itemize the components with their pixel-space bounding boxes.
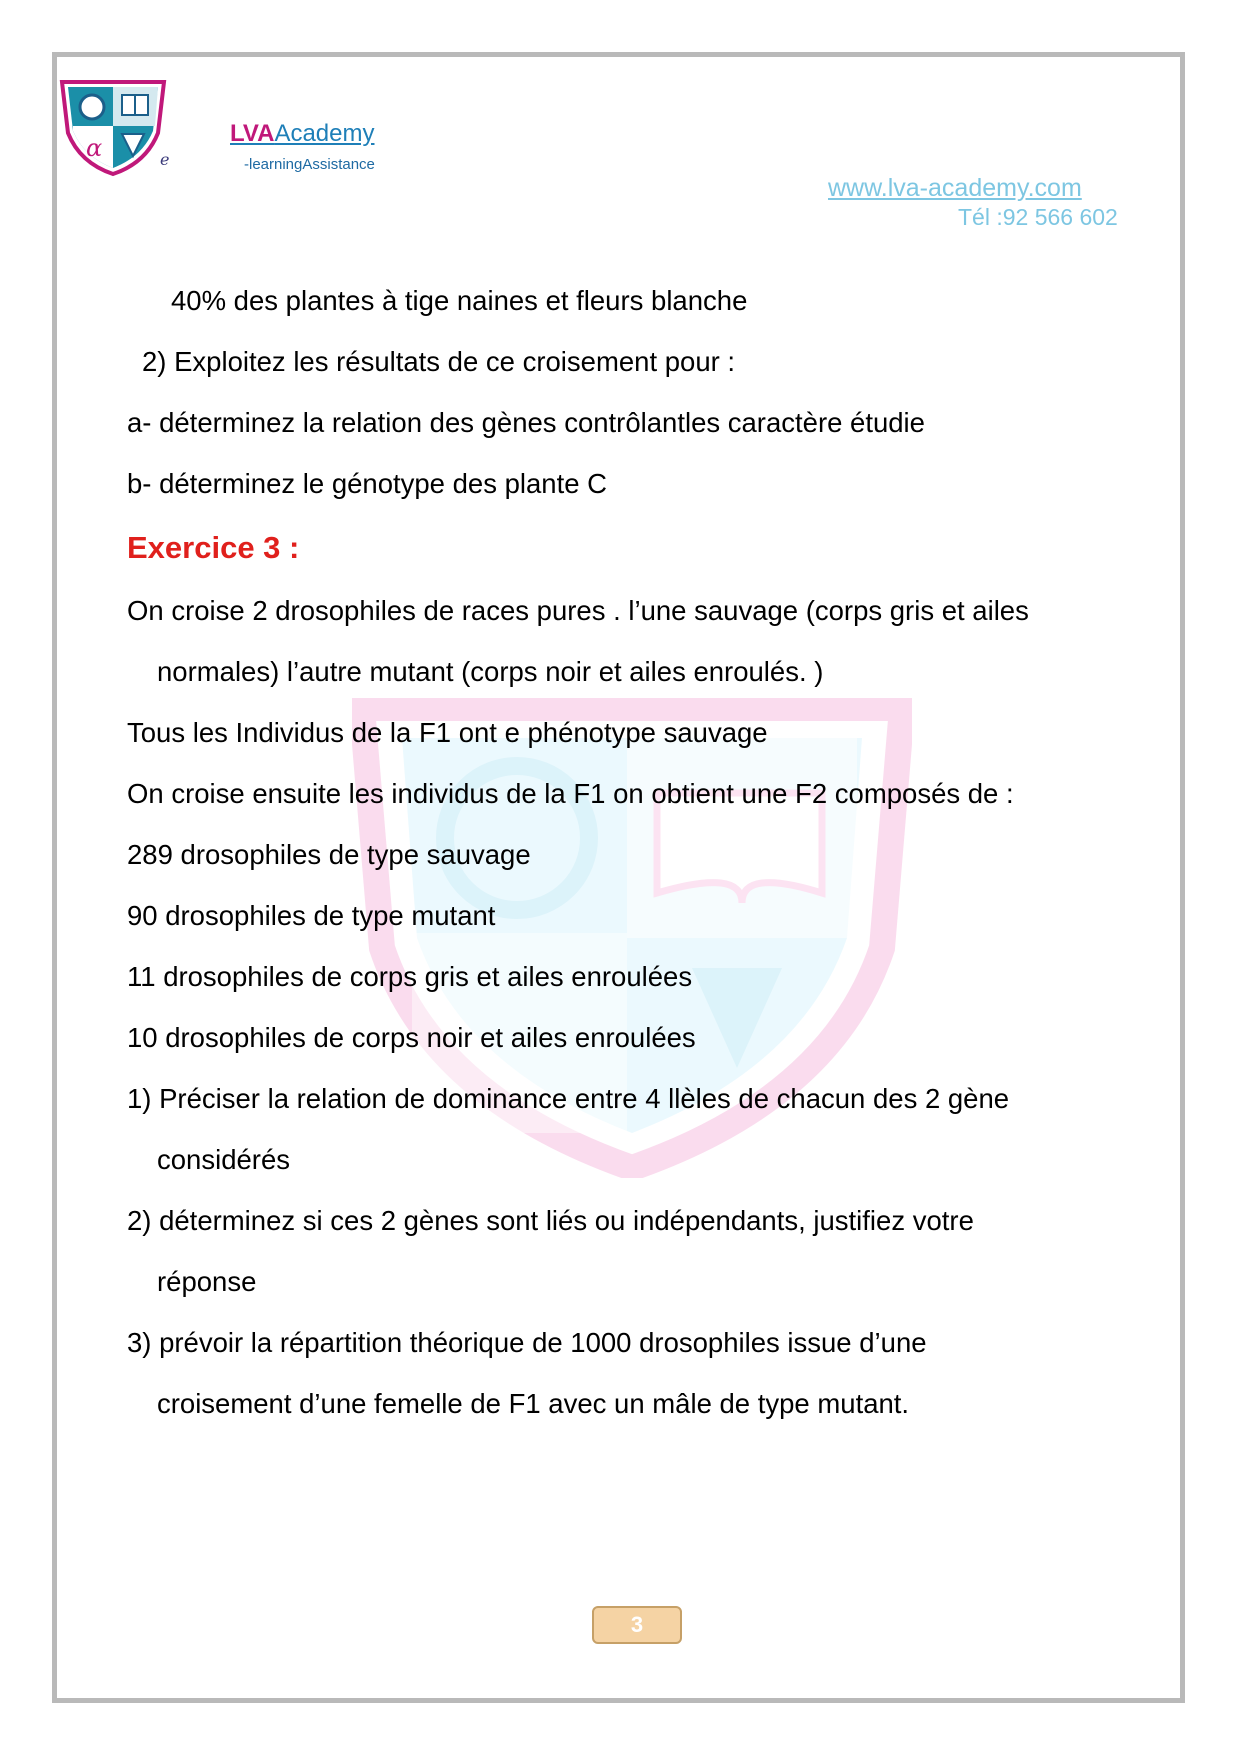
text-line: On croise ensuite les individus de la F1 on obtient une F2 composés de : xyxy=(127,778,1014,809)
website-link[interactable]: www.lva-academy.com xyxy=(828,174,1082,202)
brand-name xyxy=(230,120,374,148)
question-3-cont: croisement d’une femelle de F1 avec un mâle de type mutant. xyxy=(157,1388,910,1419)
question-2a: a- déterminez la relation des gènes contrôlantles caractère étudie xyxy=(127,407,925,438)
brand-subtitle: -learningAssistance xyxy=(244,156,375,173)
text-line: 40% des plantes à tige naines et fleurs blanche xyxy=(171,285,748,316)
text-line: normales) l’autre mutant (corps noir et ailes enroulés. ) xyxy=(157,656,824,687)
result-line: 289 drosophiles de type sauvage xyxy=(127,839,531,870)
result-line: 90 drosophiles de type mutant xyxy=(127,900,496,931)
result-line: 11 drosophiles de corps gris et ailes enroulées xyxy=(127,961,693,992)
telephone: Tél :92 566 602 xyxy=(958,204,1118,230)
question-2: 2) Exploitez les résultats de ce croisement pour : xyxy=(142,346,736,377)
svg-text:α: α xyxy=(86,134,103,162)
brand-lva: LVA xyxy=(230,120,275,147)
result-line: 10 drosophiles de corps noir et ailes enroulées xyxy=(127,1022,696,1053)
question-1: 1) Préciser la relation de dominance entre 4 llèles de chacun des 2 gène xyxy=(127,1083,1010,1114)
text-line: On croise 2 drosophiles de races pures . l’une sauvage (corps gris et ailes xyxy=(127,595,1029,626)
question-2b: b- déterminez le génotype des plante C xyxy=(127,468,608,499)
logo-letter: e xyxy=(160,150,170,169)
question-2-cont: réponse xyxy=(157,1266,257,1297)
brand-academy: Academy xyxy=(274,120,375,147)
exercise-title: Exercice 3 : xyxy=(127,530,300,565)
shield-logo-icon xyxy=(58,78,168,178)
question-1-cont: considérés xyxy=(157,1144,290,1175)
question-3: 3) prévoir la répartition théorique de 1000 drosophiles issue d’une xyxy=(127,1327,927,1358)
page-number: 3 xyxy=(592,1606,682,1644)
text-line: Tous les Individus de la F1 ont e phénotype sauvage xyxy=(127,717,768,748)
question-2: 2) déterminez si ces 2 gènes sont liés ou indépendants, justifiez votre xyxy=(127,1205,974,1236)
